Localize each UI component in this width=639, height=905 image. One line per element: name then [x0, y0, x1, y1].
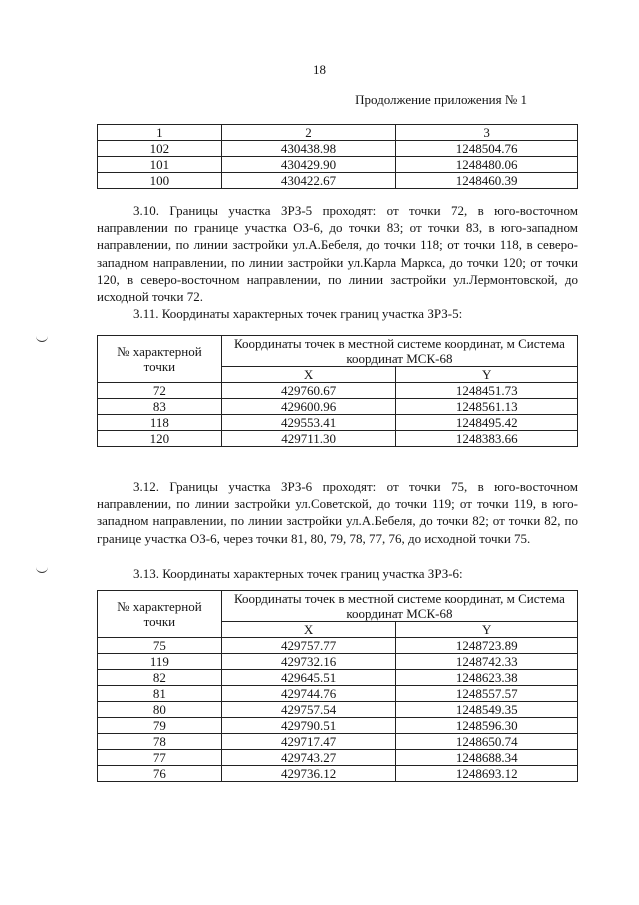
x-coordinate-cell: 429600.96 — [221, 399, 396, 415]
point-number-cell: 81 — [98, 686, 222, 702]
table-row — [98, 766, 578, 782]
point-number-cell: 76 — [98, 766, 222, 782]
y-coordinate-cell: 1248460.39 — [396, 173, 578, 189]
continuation-table — [97, 124, 578, 189]
table-row — [98, 141, 578, 157]
page-number: 18 — [313, 62, 326, 77]
y-coordinate-cell: 1248504.76 — [396, 141, 578, 157]
table-header-row — [98, 125, 578, 141]
table-row — [98, 638, 578, 654]
table-header-row — [98, 336, 578, 367]
coordinates-table-zrz5 — [97, 335, 578, 447]
paragraph-3-12: 3.12. Границы участка ЗРЗ-6 проходят: от точки 75, в юго-восточном направлении, по линии застройки ул.Советской, до точки 119; от точки 119, в юго-западном направлении, по линии застройки ул.А.Бебеля, до точки 82; от точки 82, по границе участка ОЗ-6, через точки 81, 80, 79, 78, 77, 76, до исходной точки 75. — [97, 479, 578, 546]
table-header-cell: 1 — [98, 125, 222, 141]
y-coordinate-cell: 1248451.73 — [396, 383, 578, 399]
y-coordinate-cell: 1248561.13 — [396, 399, 578, 415]
x-coordinate-cell: 429645.51 — [221, 670, 396, 686]
table-row — [98, 173, 578, 189]
paragraph-3-13: 3.13. Координаты характерных точек границ участка ЗРЗ-6: — [133, 566, 463, 581]
table-row — [98, 670, 578, 686]
table-row — [98, 686, 578, 702]
y-coordinate-cell: 1248495.42 — [396, 415, 578, 431]
point-number-cell: 80 — [98, 702, 222, 718]
table-header-cell: 2 — [221, 125, 396, 141]
x-header: X — [221, 622, 396, 638]
table-header-row — [98, 591, 578, 622]
point-number-header: № характерной точки — [98, 336, 222, 383]
point-number-cell: 101 — [98, 157, 222, 173]
paragraph-3-11: 3.11. Координаты характерных точек границ участка ЗРЗ-5: — [133, 306, 463, 321]
x-coordinate-cell: 430429.90 — [221, 157, 396, 173]
margin-mark — [36, 567, 48, 573]
y-coordinate-cell: 1248693.12 — [396, 766, 578, 782]
table-row — [98, 399, 578, 415]
y-coordinate-cell: 1248650.74 — [396, 734, 578, 750]
x-coordinate-cell: 429757.77 — [221, 638, 396, 654]
x-coordinate-cell: 429744.76 — [221, 686, 396, 702]
coordinates-header: Координаты точек в местной системе координат, м Система координат МСК-68 — [221, 336, 577, 367]
point-number-cell: 78 — [98, 734, 222, 750]
y-header: Y — [396, 367, 578, 383]
point-number-cell: 100 — [98, 173, 222, 189]
table-header-cell: 3 — [396, 125, 578, 141]
point-number-cell: 102 — [98, 141, 222, 157]
y-coordinate-cell: 1248596.30 — [396, 718, 578, 734]
point-number-cell: 119 — [98, 654, 222, 670]
x-coordinate-cell: 429743.27 — [221, 750, 396, 766]
point-number-header: № характерной точки — [98, 591, 222, 638]
y-header: Y — [396, 622, 578, 638]
margin-mark — [36, 336, 48, 342]
x-coordinate-cell: 429736.12 — [221, 766, 396, 782]
table-row — [98, 431, 578, 447]
x-header: X — [221, 367, 396, 383]
table-row — [98, 157, 578, 173]
table-row — [98, 383, 578, 399]
table-row — [98, 750, 578, 766]
table-row — [98, 718, 578, 734]
point-number-cell: 83 — [98, 399, 222, 415]
coordinates-header: Координаты точек в местной системе координат, м Система координат МСК-68 — [221, 591, 577, 622]
x-coordinate-cell: 429717.47 — [221, 734, 396, 750]
x-coordinate-cell: 429757.54 — [221, 702, 396, 718]
x-coordinate-cell: 429732.16 — [221, 654, 396, 670]
y-coordinate-cell: 1248623.38 — [396, 670, 578, 686]
point-number-cell: 72 — [98, 383, 222, 399]
point-number-cell: 118 — [98, 415, 222, 431]
paragraph-3-10: 3.10. Границы участка ЗРЗ-5 проходят: от точки 72, в юго-восточном направлении по границе участка ОЗ-6, до точки 83; от точки 83, в юго-западном направлении, по линии застройки ул.А.Бебеля, до точки 118; от точки 118, в северо-западном направлении, по линии застройки ул.Карла Маркса, до точки 120; от точки 120, в северо-восточном направлении, по линии застройки ул.Лермонтовской, до исходной точки 72. — [97, 203, 578, 305]
y-coordinate-cell: 1248723.89 — [396, 638, 578, 654]
table-row — [98, 702, 578, 718]
y-coordinate-cell: 1248549.35 — [396, 702, 578, 718]
y-coordinate-cell: 1248480.06 — [396, 157, 578, 173]
y-coordinate-cell: 1248742.33 — [396, 654, 578, 670]
y-coordinate-cell: 1248688.34 — [396, 750, 578, 766]
x-coordinate-cell: 429711.30 — [221, 431, 396, 447]
coordinates-table-zrz6 — [97, 590, 578, 782]
point-number-cell: 79 — [98, 718, 222, 734]
table-row — [98, 415, 578, 431]
x-coordinate-cell: 430438.98 — [221, 141, 396, 157]
x-coordinate-cell: 429760.67 — [221, 383, 396, 399]
point-number-cell: 82 — [98, 670, 222, 686]
point-number-cell: 75 — [98, 638, 222, 654]
y-coordinate-cell: 1248383.66 — [396, 431, 578, 447]
table-row — [98, 654, 578, 670]
table-row — [98, 734, 578, 750]
y-coordinate-cell: 1248557.57 — [396, 686, 578, 702]
point-number-cell: 77 — [98, 750, 222, 766]
point-number-cell: 120 — [98, 431, 222, 447]
x-coordinate-cell: 429553.41 — [221, 415, 396, 431]
continuation-label: Продолжение приложения № 1 — [355, 92, 527, 107]
x-coordinate-cell: 430422.67 — [221, 173, 396, 189]
x-coordinate-cell: 429790.51 — [221, 718, 396, 734]
